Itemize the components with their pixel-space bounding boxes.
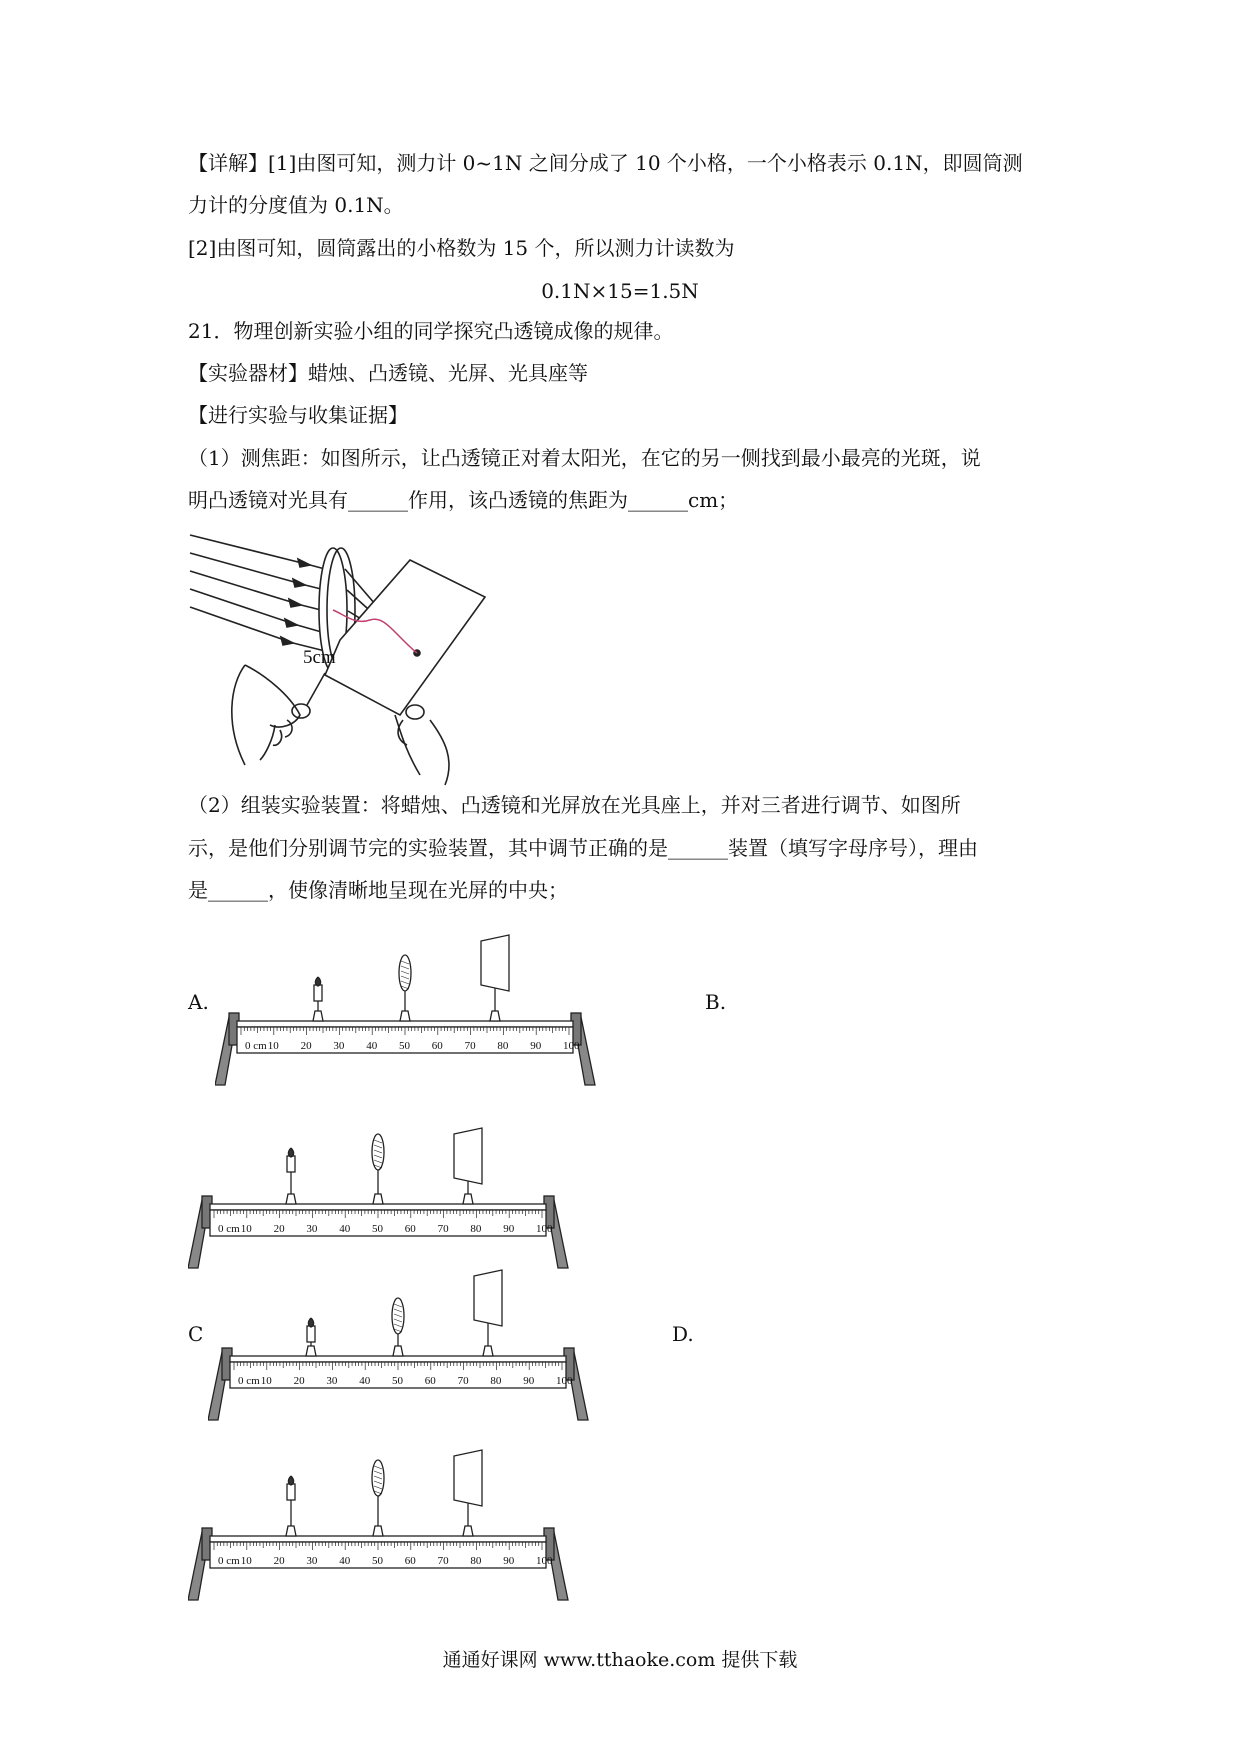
lens-body	[399, 955, 411, 991]
ruler-label: 70	[457, 1375, 469, 1387]
apparatus-c	[208, 1260, 668, 1425]
q2-line-3: 是______，使像清晰地呈现在光屏的中央；	[188, 878, 568, 902]
option-c-label: C	[188, 1322, 204, 1346]
q1-line-1: （1）测焦距：如图所示，让凸透镜正对着太阳光，在它的另一侧找到最小最亮的光斑，说	[188, 446, 981, 470]
candle-body	[307, 1326, 315, 1342]
ruler-label: 30	[306, 1223, 318, 1235]
q2-line-1: （2）组装实验装置：将蜡烛、凸透镜和光屏放在光具座上，并对三者进行调节、如图所	[188, 793, 961, 817]
ruler-label: 100	[536, 1555, 553, 1567]
ruler-label: 20	[300, 1040, 312, 1052]
ruler-label: 0 cm	[238, 1375, 260, 1387]
ruler-label: 100	[563, 1040, 580, 1052]
ruler-label: 80	[490, 1375, 502, 1387]
focal-length-figure	[185, 525, 515, 790]
bench-rail	[210, 1204, 546, 1210]
ruler-label: 40	[339, 1555, 351, 1567]
q2-line-2: 示，是他们分别调节完的实验装置，其中调节正确的是______装置（填写字母序号），理由	[188, 836, 978, 860]
question-title: 21．物理创新实验小组的同学探究凸透镜成像的规律。	[188, 319, 674, 343]
ruler-label: 60	[404, 1223, 416, 1235]
holder-base	[286, 1194, 296, 1204]
candle-flame	[308, 1318, 313, 1327]
holder-base	[313, 1011, 323, 1021]
bench-rail	[237, 1021, 573, 1027]
lens-body	[392, 1298, 404, 1334]
light-screen	[454, 1128, 482, 1184]
lens-body	[372, 1460, 384, 1496]
ruler-label: 70	[464, 1040, 476, 1052]
ruler-label: 90	[523, 1375, 535, 1387]
candle-flame	[288, 1476, 293, 1485]
candle-flame	[288, 1148, 293, 1157]
ruler-label: 30	[326, 1375, 338, 1387]
detail-line-3: [2]由图可知，圆筒露出的小格数为 15 个，所以测力计读数为	[188, 236, 735, 260]
holder-base	[483, 1346, 493, 1356]
ruler-label: 90	[503, 1223, 515, 1235]
detail-line-2: 力计的分度值为 0.1N。	[188, 193, 404, 217]
ruler-label: 80	[497, 1040, 509, 1052]
holder-base	[490, 1011, 500, 1021]
ruler-label: 20	[273, 1223, 285, 1235]
lens-body	[372, 1134, 384, 1170]
holder-base	[400, 1011, 410, 1021]
ruler-label: 0 cm	[218, 1223, 240, 1235]
light-screen	[481, 935, 509, 991]
option-b-label: B.	[705, 990, 727, 1014]
ruler-label: 30	[333, 1040, 345, 1052]
option-d-label: D.	[672, 1322, 694, 1346]
ruler-label: 60	[431, 1040, 443, 1052]
holder-base	[373, 1194, 383, 1204]
ruler-label: 40	[359, 1375, 371, 1387]
focal-length-label: 5cm	[303, 647, 336, 668]
ruler-label: 60	[424, 1375, 436, 1387]
q1-line-2: 明凸透镜对光具有______作用，该凸透镜的焦距为______cm；	[188, 488, 739, 512]
apparatus-a	[215, 925, 675, 1090]
ruler-label: 40	[339, 1223, 351, 1235]
candle-body	[287, 1156, 295, 1172]
ruler-label: 20	[273, 1555, 285, 1567]
holder-base	[286, 1526, 296, 1536]
ruler-label: 100	[536, 1223, 553, 1235]
holder-base	[393, 1346, 403, 1356]
ruler-label: 50	[372, 1555, 383, 1567]
light-screen	[474, 1270, 502, 1326]
bench-rail	[210, 1536, 546, 1542]
candle-body	[314, 985, 322, 1001]
ruler-label: 100	[556, 1375, 573, 1387]
ruler-label: 10	[260, 1375, 272, 1387]
ruler-label: 50	[392, 1375, 403, 1387]
apparatus-b	[188, 1108, 648, 1273]
apparatus-d	[188, 1440, 648, 1605]
ruler-label: 90	[503, 1555, 515, 1567]
detail-line-1: 【详解】[1]由图可知，测力计 0~1N 之间分成了 10 个小格，一个小格表示 0.1N，即圆筒测	[188, 151, 1023, 175]
candle-flame	[315, 977, 320, 986]
ruler-label: 40	[366, 1040, 378, 1052]
procedure-heading: 【进行实验与收集证据】	[188, 403, 408, 427]
bench-rail	[230, 1356, 566, 1362]
ruler-label: 0 cm	[245, 1040, 267, 1052]
materials-line: 【实验器材】蜡烛、凸透镜、光屏、光具座等	[188, 361, 588, 385]
ruler-label: 70	[437, 1223, 449, 1235]
light-screen	[454, 1450, 482, 1506]
option-a-label: A.	[188, 990, 209, 1014]
holder-base	[373, 1526, 383, 1536]
ruler-label: 80	[470, 1555, 482, 1567]
ruler-label: 10	[240, 1555, 252, 1567]
ruler-label: 20	[293, 1375, 305, 1387]
ruler-label: 70	[437, 1555, 449, 1567]
ruler-label: 30	[306, 1555, 318, 1567]
ruler-label: 0 cm	[218, 1555, 240, 1567]
ruler-label: 50	[399, 1040, 410, 1052]
ruler-label: 90	[530, 1040, 542, 1052]
ruler-label: 60	[404, 1555, 416, 1567]
detail-formula: 0.1N×15=1.5N	[541, 279, 699, 303]
ruler-label: 10	[240, 1223, 252, 1235]
holder-base	[463, 1194, 473, 1204]
holder-base	[306, 1346, 316, 1356]
ruler-label: 50	[372, 1223, 383, 1235]
candle-body	[287, 1484, 295, 1500]
footer-text: 通通好课网 www.tthaoke.com 提供下载	[442, 1649, 798, 1671]
ruler-label: 80	[470, 1223, 482, 1235]
holder-base	[463, 1526, 473, 1536]
ruler-label: 10	[267, 1040, 279, 1052]
